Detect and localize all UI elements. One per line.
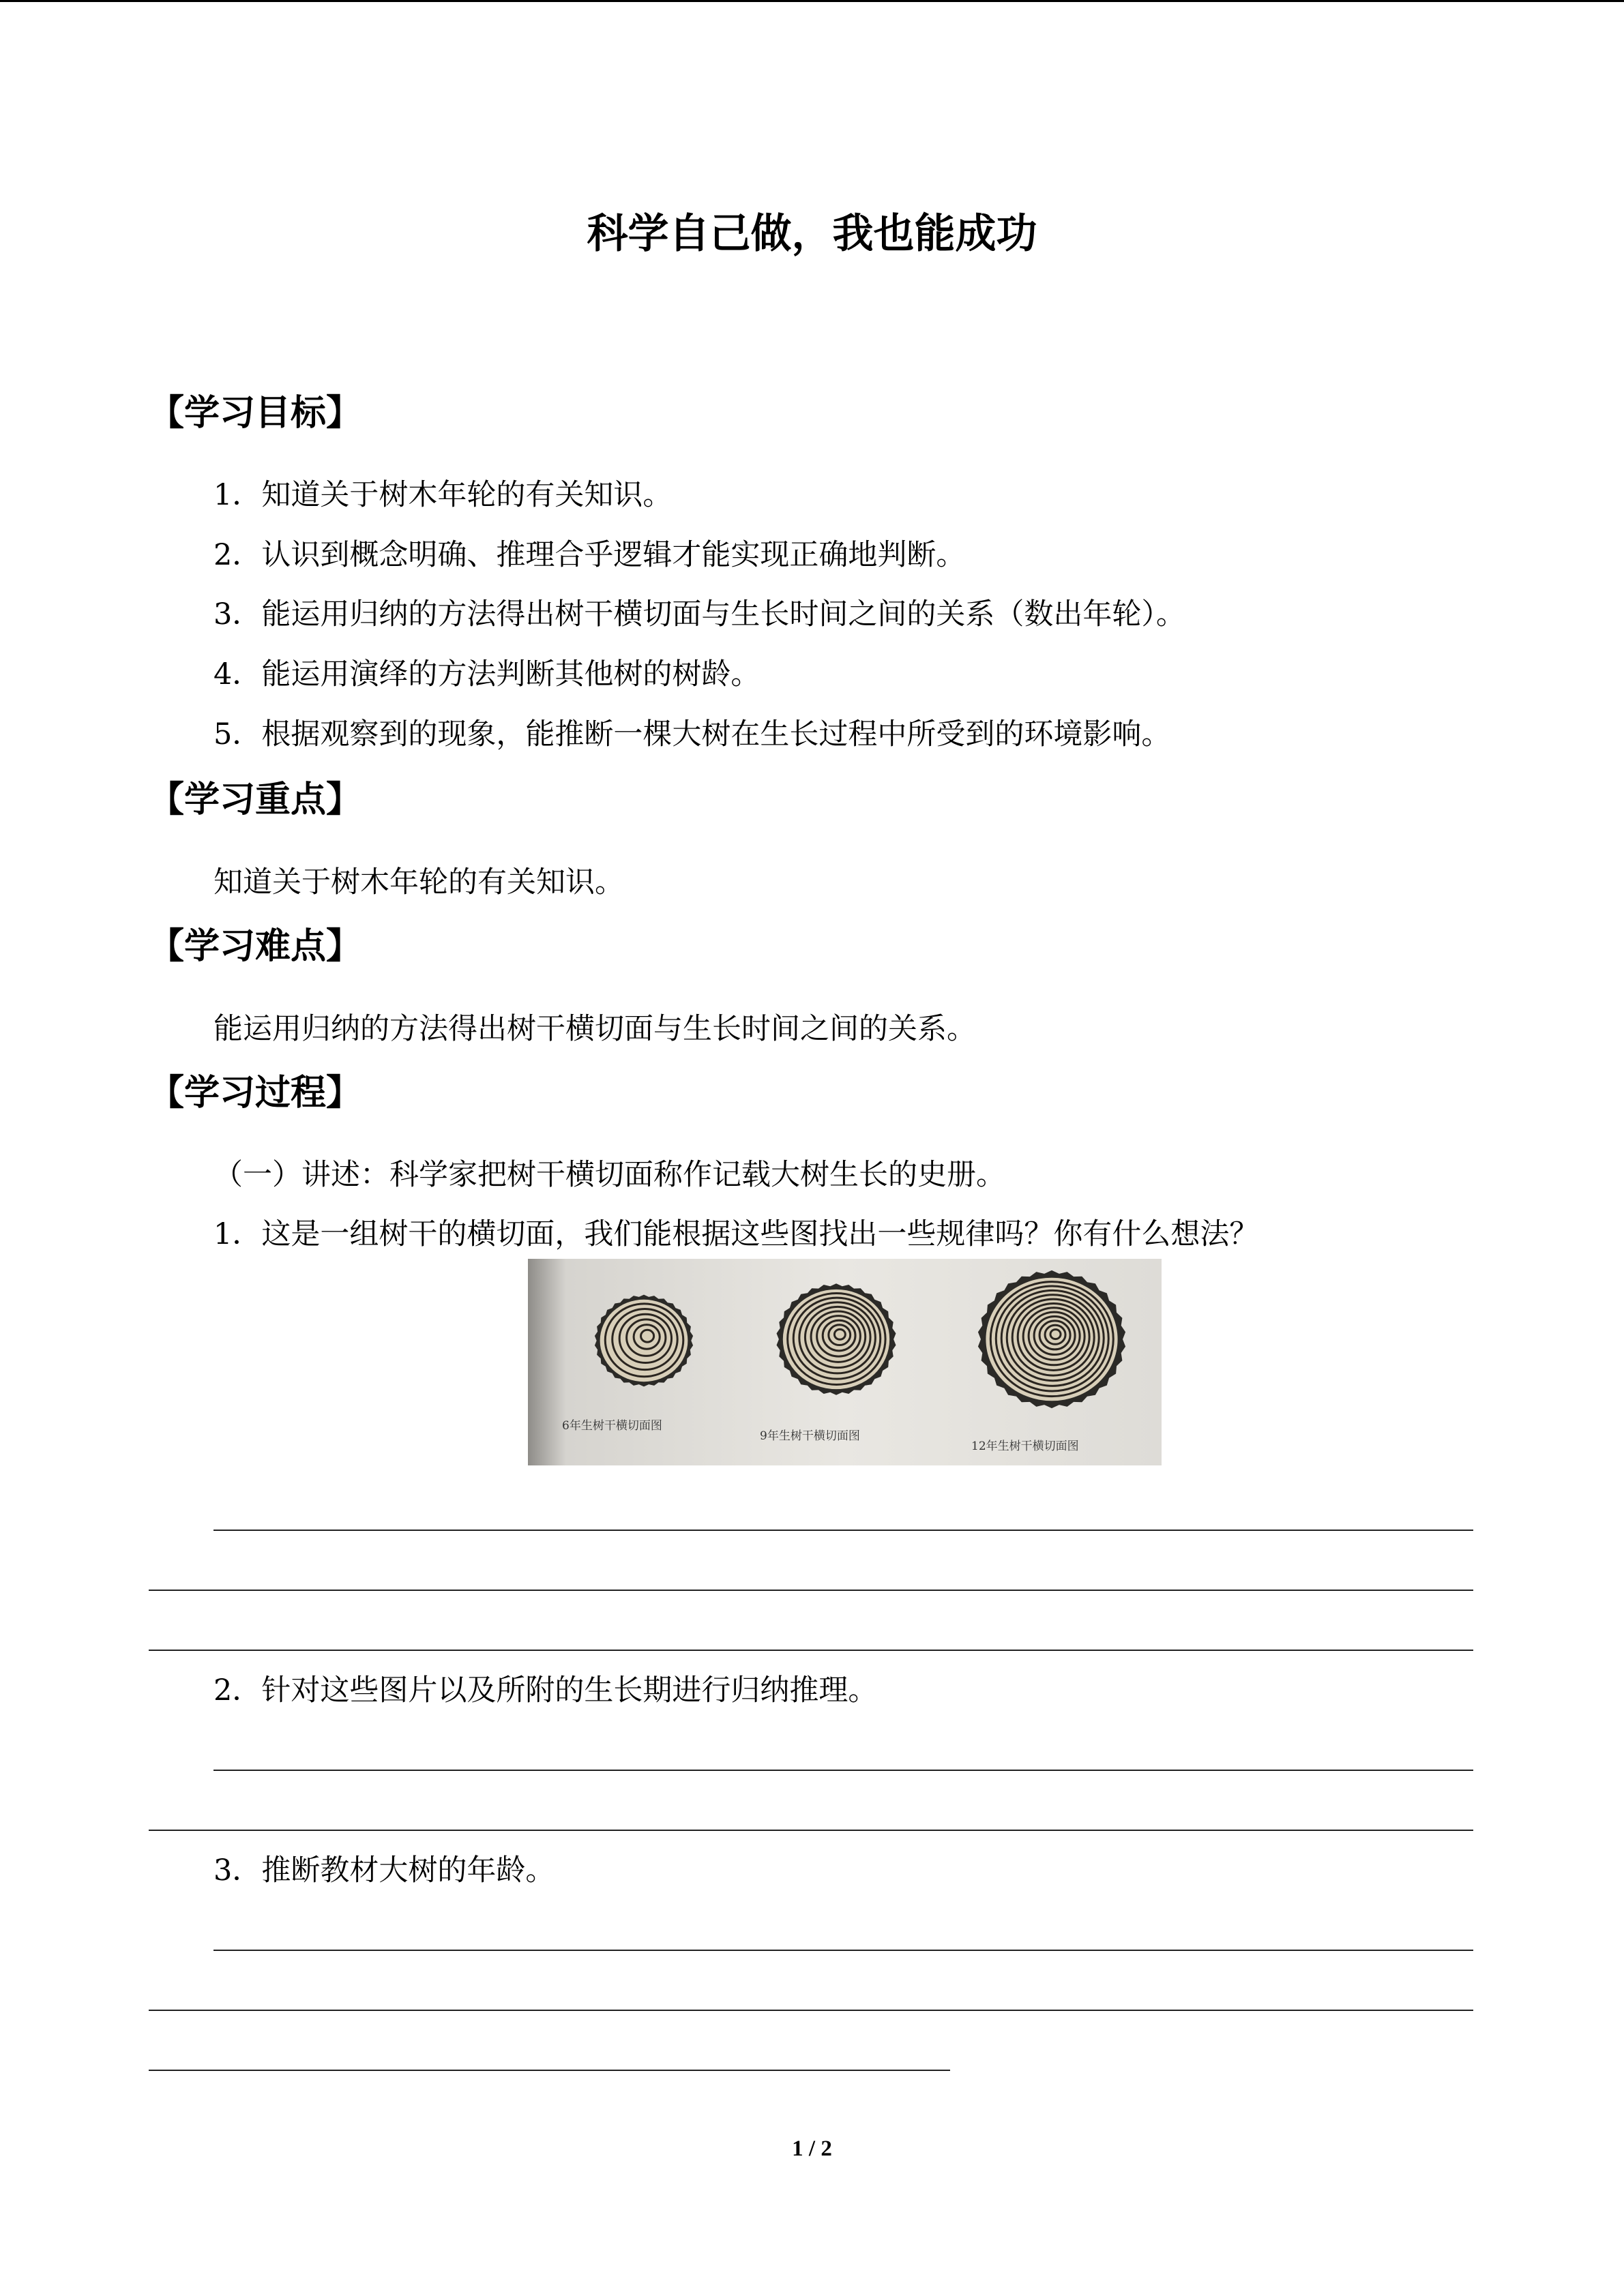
answer-line[interactable] bbox=[149, 2010, 1473, 2011]
objective-item: 2．认识到概念明确、推理合乎逻辑才能实现正确地判断。 bbox=[213, 538, 966, 572]
objective-item: 5．根据观察到的现象，能推断一棵大树在生长过程中所受到的环境影响。 bbox=[213, 717, 1171, 751]
objective-item: 3．能运用归纳的方法得出树干横切面与生长时间之间的关系（数出年轮）。 bbox=[213, 597, 1185, 631]
question-3: 3．推断教材大树的年龄。 bbox=[213, 1853, 555, 1888]
key-points-text: 知道关于树木年轮的有关知识。 bbox=[213, 865, 624, 899]
answer-line[interactable] bbox=[213, 1950, 1473, 1951]
page-number: 1 / 2 bbox=[792, 2136, 832, 2161]
wood-surface bbox=[986, 1278, 1117, 1401]
caption-12-year: 12年生树干横切面图 bbox=[971, 1440, 1079, 1453]
caption-6-year: 6年生树干横切面图 bbox=[562, 1419, 662, 1433]
difficulties-text: 能运用归纳的方法得出树干横切面与生长时间之间的关系。 bbox=[213, 1012, 976, 1046]
difficulties-heading: 【学习难点】 bbox=[149, 926, 362, 967]
answer-line[interactable] bbox=[149, 1830, 1473, 1831]
process-intro: （一）讲述：科学家把树干横切面称作记载大树生长的史册。 bbox=[213, 1158, 1005, 1192]
answer-line[interactable] bbox=[213, 1530, 1473, 1531]
question-1: 1．这是一组树干的横切面，我们能根据这些图找出一些规律吗？你有什么想法？ bbox=[213, 1217, 1259, 1251]
answer-line[interactable] bbox=[149, 2070, 950, 2071]
answer-line[interactable] bbox=[213, 1770, 1473, 1771]
objective-item: 4．能运用演绎的方法判断其他树的树龄。 bbox=[213, 657, 761, 691]
tree-rings-figure bbox=[528, 1259, 1162, 1465]
answer-line[interactable] bbox=[149, 1650, 1473, 1651]
page-title: 科学自己做，我也能成功 bbox=[587, 210, 1037, 258]
objectives-heading: 【学习目标】 bbox=[149, 393, 362, 434]
key-points-heading: 【学习重点】 bbox=[149, 779, 362, 820]
process-heading: 【学习过程】 bbox=[149, 1073, 362, 1114]
objective-item: 1．知道关于树木年轮的有关知识。 bbox=[213, 478, 673, 512]
question-2: 2．针对这些图片以及所附的生长期进行归纳推理。 bbox=[213, 1673, 878, 1708]
caption-9-year: 9年生树干横切面图 bbox=[760, 1429, 860, 1443]
answer-line[interactable] bbox=[149, 1590, 1473, 1591]
top-border bbox=[0, 0, 1624, 2]
